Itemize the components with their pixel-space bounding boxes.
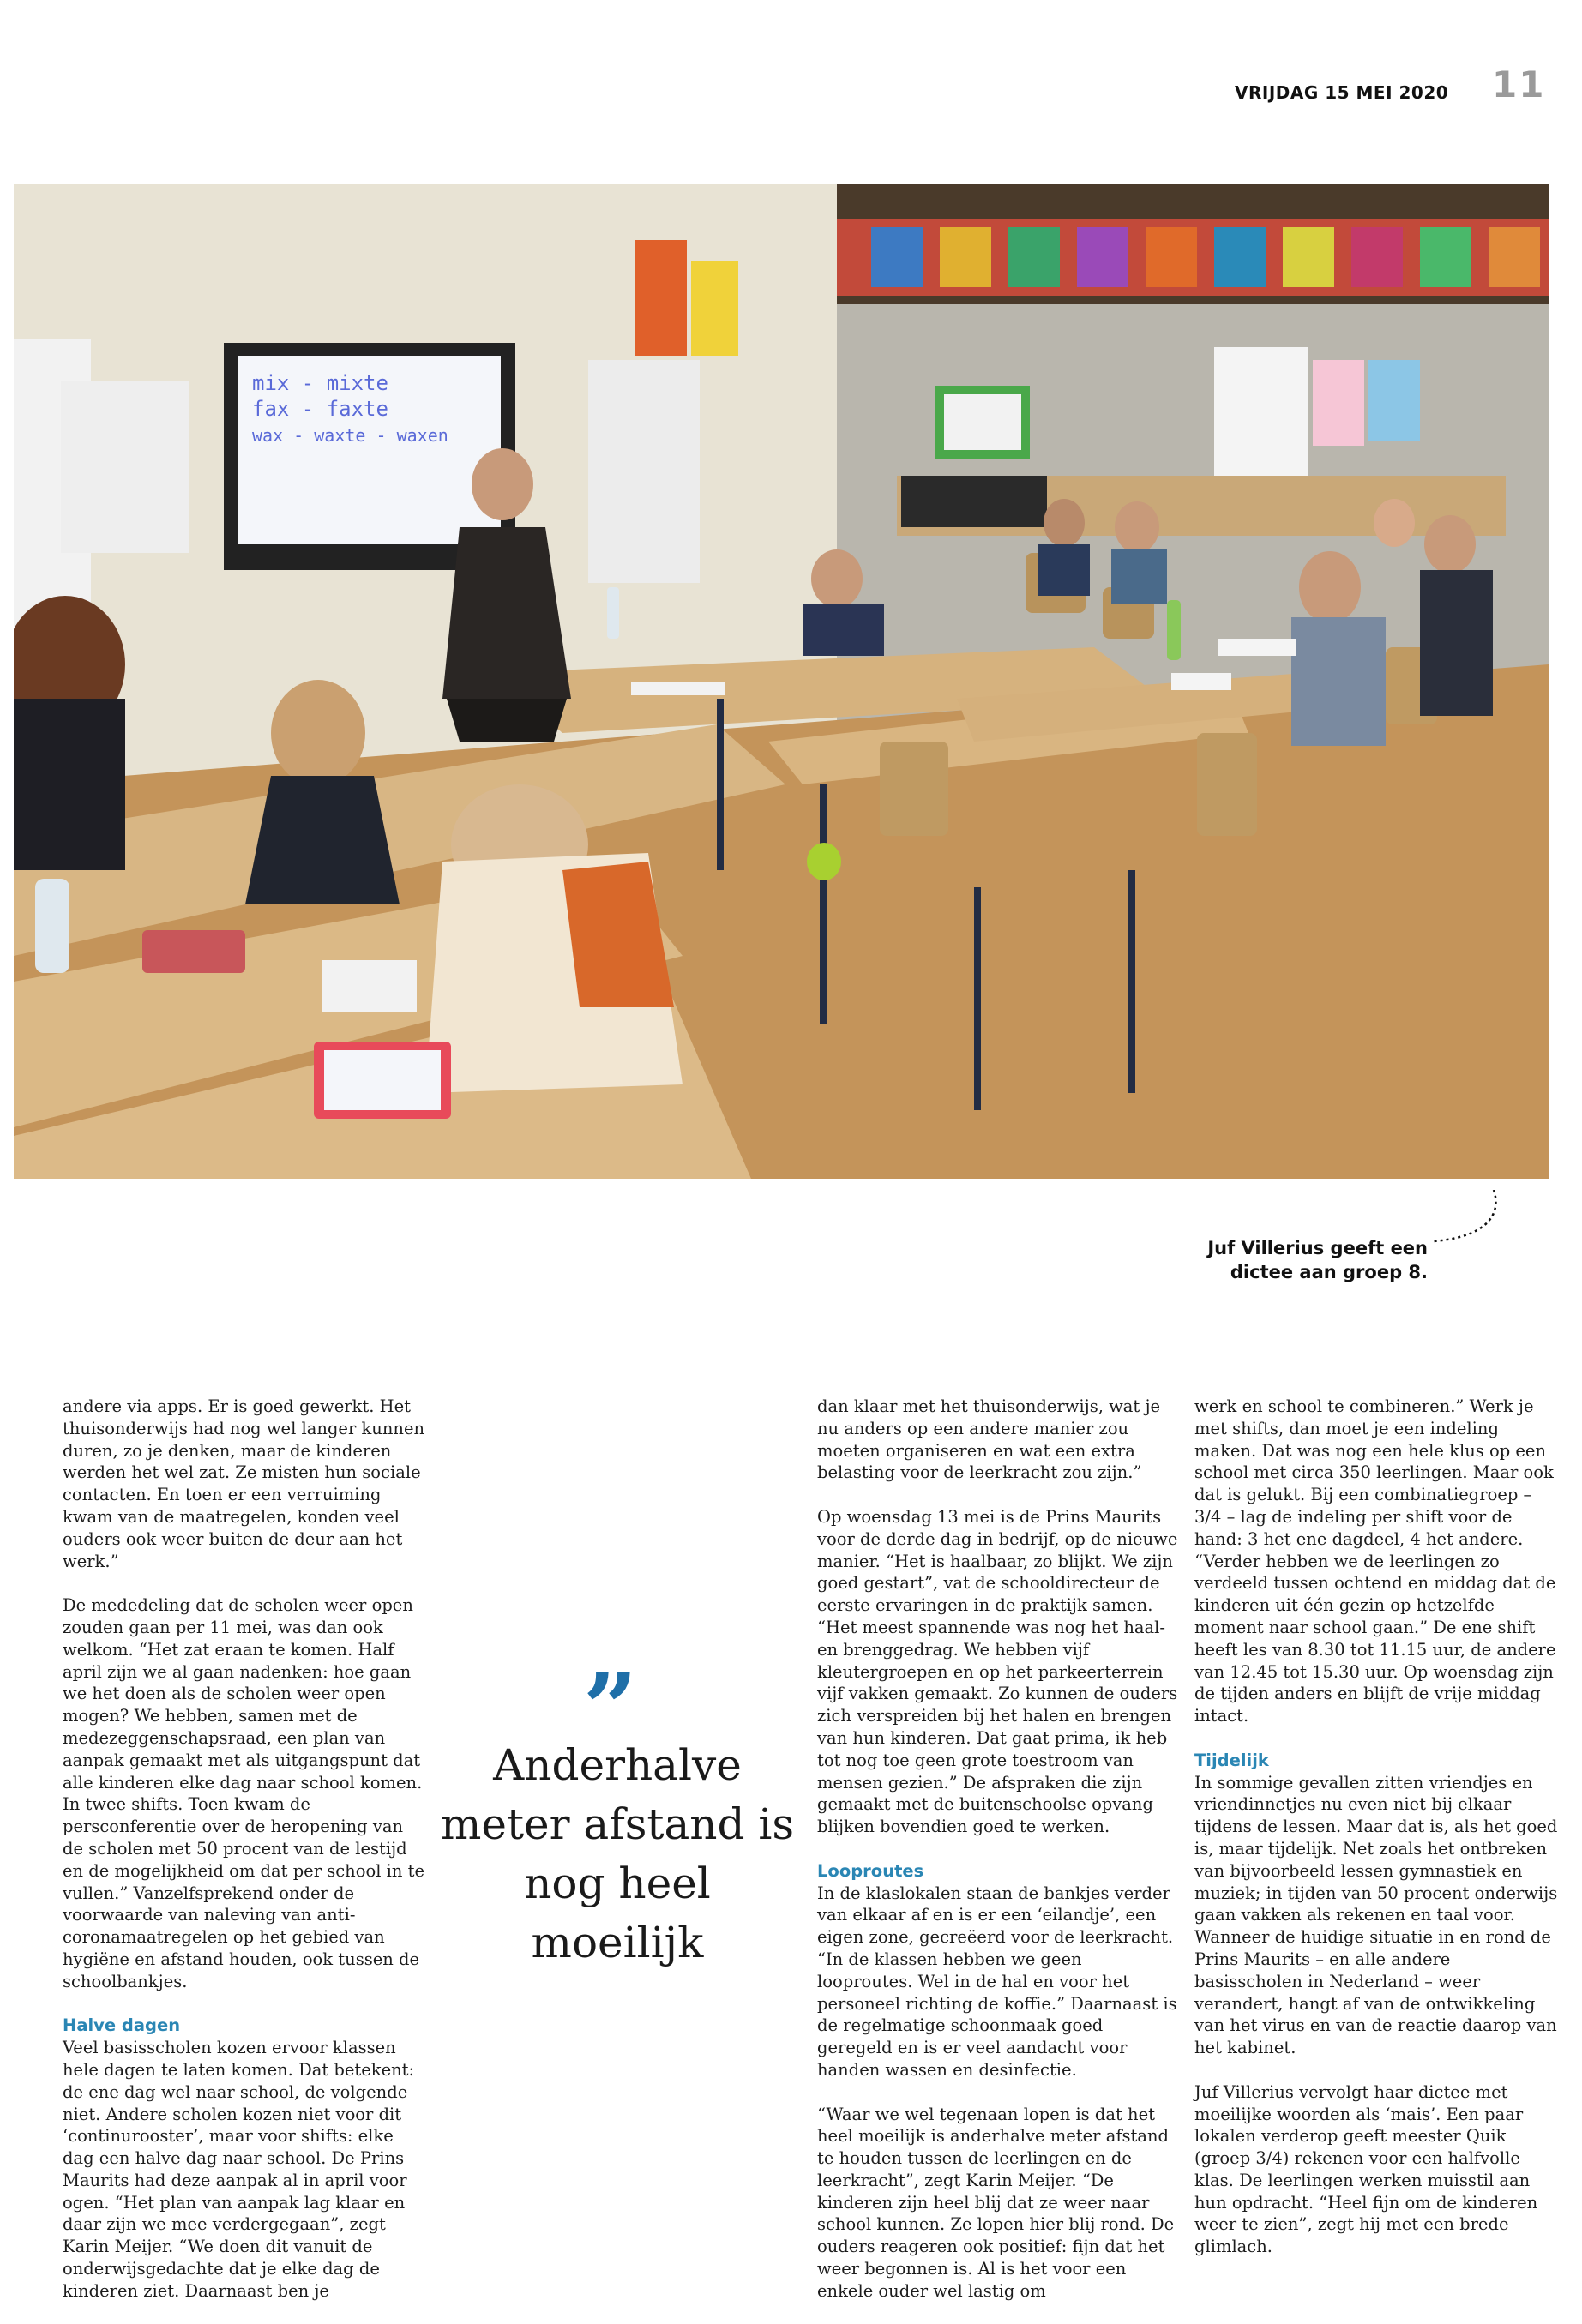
pull-quote: Anderhalve meter afstand is nog heel moeilijk xyxy=(440,1740,795,1967)
article-column-1 xyxy=(63,1396,427,2324)
paragraph: dan klaar met het thuisonderwijs, wat je nu anders op een andere manier zou moeten organiseren en wat een extra belasting voor de leerkracht zou zijn.” xyxy=(817,1396,1161,1483)
board-line-1: mix - mixte xyxy=(252,371,388,395)
paragraph: Juf Villerius vervolgt haar dictee met moeilijke woorden als ‘mais’. Een paar lokalen verderop geeft meester Quik (groep 3/4) rekenen voor een halfvolle klas. De leerlingen werken muisstil aan hun opdracht. “Heel fijn om de kinderen weer te zien”, zegt hij met een brede glimlach. xyxy=(1194,2081,1538,2257)
classroom-photo xyxy=(14,184,1549,1179)
board-line-3: wax - waxte - waxen xyxy=(252,425,448,446)
paragraph: Op woensdag 13 mei is de Prins Maurits voor de derde dag in bedrijf, op de nieuwe manier. “Het is haalbaar, zo blijkt. We zijn goed gestart”, vat de schooldirecteur de eerste ervaringen in de praktijk samen. “Het meest spannende was nog het haal- en brenggedrag. We hebben vijf kleutergroepen en op het parkeerterrein vijf vakken gemaakt. Zo kunnen de ouders zich verspreiden bij het halen en brengen van hun kinderen. Dat gaat prima, ik heb tot nog toe geen grote toestroom van mensen gezien.” De afspraken die zijn gemaakt met de buitenschoolse opvang blijken bovendien goed te werken. xyxy=(817,1506,1178,1837)
article-column-3 xyxy=(817,1396,1182,2324)
caption-line-2: dictee aan groep 8. xyxy=(1230,1262,1428,1282)
paragraph: In de klaslokalen staan de bankjes verder van elkaar af en is er een ‘eilandje’, een eigen zone, gecreëerd voor de leerkracht. “In de klassen hebben we geen looproutes. Wel in de hal en voor het personeel richting de koffie.” Daarnaast is de regelmatige schoonmaak goed geregeld en is er veel aandacht voor handen wassen en desinfectie. xyxy=(817,1883,1177,2080)
caption-line-1: Juf Villerius geeft een xyxy=(1207,1238,1428,1258)
subheading: Halve dagen xyxy=(63,2015,181,2036)
board-line-2: fax - faxte xyxy=(252,397,388,421)
subheading: Looproutes xyxy=(817,1860,924,1881)
article-column-4 xyxy=(1194,1396,1559,2280)
paragraph: Veel basisscholen kozen ervoor klassen hele dagen te laten komen. Dat betekent: de ene dag wel naar school, de volgende niet. Andere scholen kozen niet voor dit ‘continurooster’, maar voor shifts: elke dag een halve dag naar school. De Prins Maurits had deze aanpak al in april voor ogen. “Het plan van aanpak lag klaar en daar zijn we mee verdergegaan”, zegt Karin Meijer. “We doen dit vanuit de onderwijsgedachte dat je elke dag de kinderen ziet. Daarnaast ben je xyxy=(63,2038,415,2301)
caption-leader-line xyxy=(1434,1190,1511,1250)
paragraph: andere via apps. Er is goed gewerkt. Het thuisonderwijs had nog wel langer kunnen duren, zo je denken, maar de kinderen werden het wel zat. Ze misten hun sociale contacten. En toen er een verruiming kwam van de maatregelen, konden veel ouders ook weer buiten de deur aan het werk.” xyxy=(63,1396,425,1571)
subheading: Tijdelijk xyxy=(1194,1750,1269,1770)
paragraph: In sommige gevallen zitten vriendjes en vriendinnetjes nu even niet bij elkaar tijdens de lessen. Maar dat is, als het goed is, maar tijdelijk. Net zoals het ontbreken van bijvoorbeeld lessen gymnastiek en muziek; in tijden van 50 procent onderwijs gaan vakken als rekenen en taal voor. Wanneer de huidige situatie in en rond de Prins Maurits – en alle andere basisscholen in Nederland – weer verandert, hangt af van de ontwikkeling van het virus en van de reactie daarop van het kabinet. xyxy=(1194,1772,1558,2058)
quote-icon: ” xyxy=(583,1653,638,1763)
paragraph: “Waar we wel tegenaan lopen is dat het heel moeilijk is anderhalve meter afstand te houden tussen de leerlingen en de leerkracht”, zegt Karin Meijer. “De kinderen zijn heel blij dat ze weer naar school kunnen. Ze lopen hier blij rond. De ouders reageren ook positief: fijn dat het weer begonnen is. Al is het voor een enkele ouder wel lastig om xyxy=(817,2104,1175,2301)
issue-date: VRIJDAG 15 MEI 2020 xyxy=(1235,82,1449,103)
page-number: 11 xyxy=(1492,63,1546,105)
paragraph: werk en school te combineren.” Werk je met shifts, dan moet je een indeling maken. Dat was nog een hele klus op een school met circa 350 leerlingen. Maar ook dat is gelukt. Bij een combinatiegroep – 3/4 – lag de indeling per shift voor de hand: 3 het ene dagdeel, 4 het andere. “Verder hebben we de leerlingen zo verdeeld tussen ochtend en middag dat de kinderen uit één gezin op hetzelfde moment naar school gaan.” De ene shift heeft les van 8.30 tot 11.15 uur, de andere van 12.45 tot 15.30 uur. Op woensdag zijn de tijden anders en blijft de vrije middag intact. xyxy=(1194,1396,1556,1726)
photo-caption xyxy=(1158,1236,1428,1284)
paragraph: De mededeling dat de scholen weer open zouden gaan per 11 mei, was dan ook welkom. “Het zat eraan te komen. Half april zijn we al gaan nadenken: hoe gaan we het doen als de scholen weer open mogen? We hebben, samen met de medezeggenschapsraad, een plan van aanpak gemaakt met als uitgangspunt dat alle kinderen elke dag naar school komen. In twee shifts. Toen kwam de persconferentie over de heropening van de scholen met 50 procent van de lestijd en de mogelijkheid om dat per school in te vullen.” Vanzelfsprekend onder de voorwaarde van naleving van anti-coronamaatregelen op het gebied van hygiëne en afstand houden, ook tussen de schoolbankjes. xyxy=(63,1595,425,1991)
